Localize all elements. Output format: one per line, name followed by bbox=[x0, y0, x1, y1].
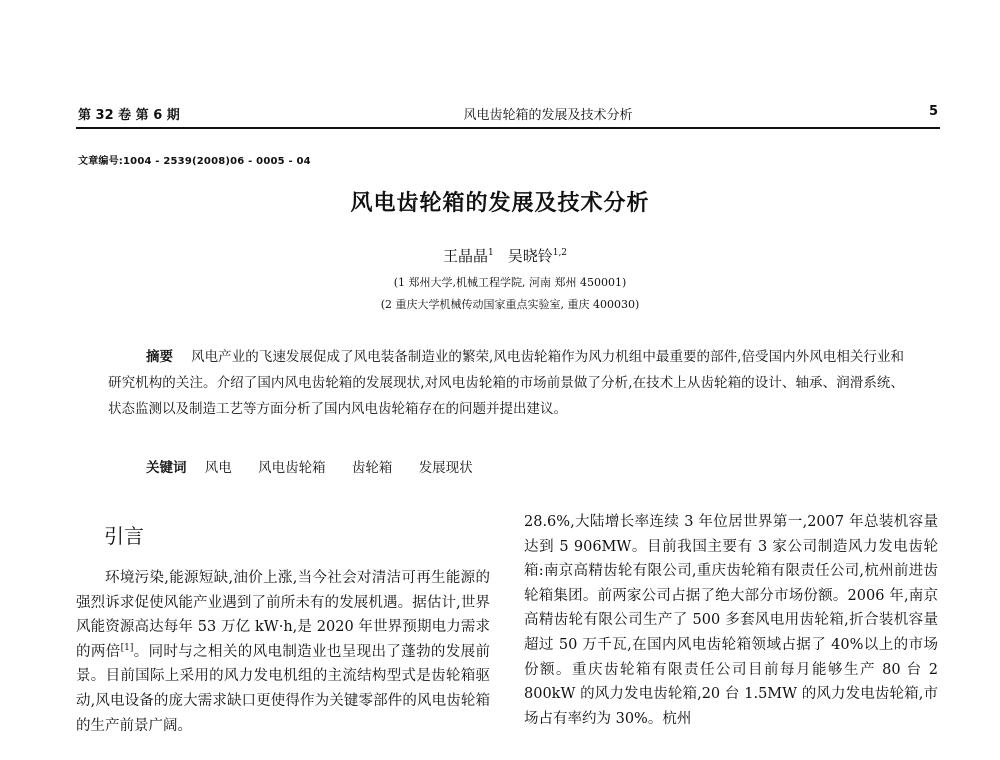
running-header bbox=[78, 104, 938, 124]
author-affil-mark: 1,2 bbox=[552, 248, 568, 258]
keyword: 发展现状 bbox=[418, 460, 473, 476]
intro-paragraph bbox=[76, 566, 490, 738]
intro-text-part-2: 。同时与之相关的风电制造业也呈现出了蓬勃的发展前景。目前国际上采用的风力发电机组的主流结构型式是齿轮箱驱动,风电设备的庞大需求缺口更使得作为关键零部件的风电齿轮箱的生产前景广阔。 bbox=[76, 643, 490, 734]
author-name: 吴晓铃 bbox=[507, 247, 553, 265]
header-rule bbox=[76, 127, 940, 129]
author-line bbox=[0, 245, 1000, 266]
abstract bbox=[108, 344, 904, 422]
section-heading-intro: 引言 bbox=[104, 524, 144, 548]
abstract-label: 摘要 bbox=[146, 349, 174, 365]
keyword: 风电齿轮箱 bbox=[258, 460, 326, 476]
keyword: 齿轮箱 bbox=[351, 460, 393, 476]
right-column-paragraph: 28.6%,大陆增长率连续 3 年位居世界第一,2007 年总装机容量达到 5 906MW。目前我国主要有 3 家公司制造风力发电齿轮箱:南京高精齿轮有限公司,重庆齿轮箱有限责任公司,杭州前进齿轮箱集团。前两家公司占据了绝大部分市场份额。2006 年,南京高精齿轮有限公司生产了 500 多套风电用齿轮箱,折合装机容量超过 50 万千瓦,在国内风电齿轮箱领域占据了 40%以上的市场份额。重庆齿轮箱有限责任公司目前每月能够生产 80 台 2 800kW 的风力发电齿轮箱,20 台 1.5MW 的风力发电齿轮箱,市场占有率约为 30%。杭州 bbox=[524, 514, 938, 727]
abstract-text: 风电产业的飞速发展促成了风电装备制造业的繁荣,风电齿轮箱作为风力机组中最重要的部件,倍受国内外风电相关行业和研究机构的关注。介绍了国内风电齿轮箱的发展现状,对风电齿轮箱的市场前景做了分析,在技术上从齿轮箱的设计、轴承、润滑系统、状态监测以及制造工艺等方面分析了国内风电齿轮箱存在的问题并提出建议。 bbox=[108, 349, 904, 417]
author-affil-mark: 1 bbox=[487, 248, 494, 258]
article-number: 文章编号:1004 - 2539(2008)06 - 0005 - 04 bbox=[78, 156, 311, 167]
right-column bbox=[524, 510, 938, 760]
keywords bbox=[146, 456, 495, 476]
citation-ref: [1] bbox=[120, 642, 134, 653]
left-column bbox=[76, 514, 490, 760]
page-number: 5 bbox=[928, 104, 938, 119]
intro-text-part-1: 环境污染,能源短缺,油价上涨,当今社会对清洁可再生能源的强烈诉求促使风能产业遇到了前所未有的发展机遇。据估计,世界风能资源高达每年 53 万亿 kW·h,是 2020 年世界预期电力需求的两倍 bbox=[76, 570, 490, 660]
affiliation-1: (1 郑州大学,机械工程学院, 河南 郑州 450001) bbox=[393, 276, 627, 289]
keyword: 风电 bbox=[204, 460, 232, 476]
author-name: 王晶晶 bbox=[442, 247, 488, 265]
affiliation-2: (2 重庆大学机械传动国家重点实验室, 重庆 400030) bbox=[380, 298, 640, 311]
keywords-label: 关键词 bbox=[146, 460, 187, 476]
volume-issue: 第 32 卷 第 6 期 bbox=[78, 108, 180, 123]
paper-title: 风电齿轮箱的发展及技术分析 bbox=[350, 191, 650, 216]
running-title: 风电齿轮箱的发展及技术分析 bbox=[463, 108, 633, 123]
